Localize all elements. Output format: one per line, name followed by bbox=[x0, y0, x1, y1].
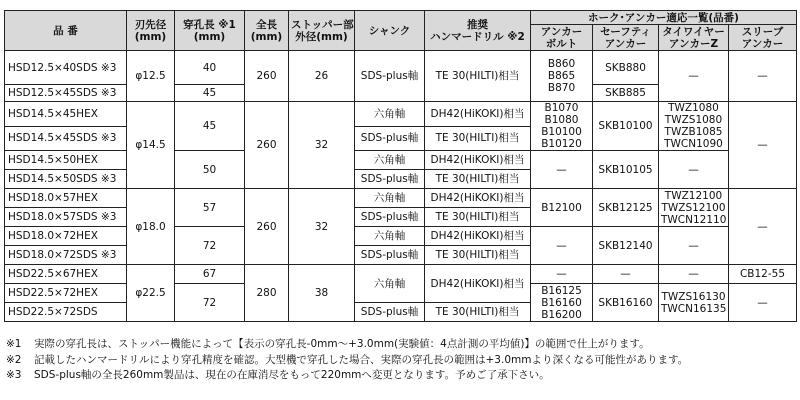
table-row-part: HSD14.5×50HEX bbox=[5, 151, 127, 170]
hole-len-cell: 45 bbox=[175, 102, 245, 151]
table-row-part: HSD12.5×45SDS ※3 bbox=[5, 85, 127, 102]
stopper-cell: 38 bbox=[289, 265, 355, 322]
hammer-cell: DH42(HiKOKI)相当 bbox=[425, 102, 531, 127]
header-shank: シャンク bbox=[355, 11, 425, 51]
table-row-part: HSD18.0×72HEX bbox=[5, 227, 127, 246]
stopper-cell: 32 bbox=[289, 102, 355, 189]
sleeve-anchor-cell: — bbox=[729, 102, 797, 189]
hammer-cell: TE 30(HILTI)相当 bbox=[425, 208, 531, 227]
shank-cell: SDS-plus軸 bbox=[355, 170, 425, 189]
shank-cell: SDS-plus軸 bbox=[355, 51, 425, 102]
table-row-part: HSD22.5×67HEX bbox=[5, 265, 127, 284]
footnotes bbox=[6, 337, 796, 384]
anchor-bolt-cell: B1070 B1080 B10100 B10120 bbox=[531, 102, 593, 151]
tiewire-anchor-cell: — bbox=[659, 227, 729, 265]
total-len-cell: 260 bbox=[245, 51, 289, 102]
footnote: ※2 記載したハンマードリルにより穿孔精度を確認。大型機で穿孔した場合、実際の穿孔長の範囲は+3.0mmより深くなる可能性があります。 bbox=[6, 353, 689, 366]
header-anchor-bolt: アンカー ボルト bbox=[531, 25, 593, 51]
tip-dia-cell: φ14.5 bbox=[127, 102, 175, 189]
anchor-bolt-cell: B860 B865 B870 bbox=[531, 51, 593, 102]
shank-cell: SDS-plus軸 bbox=[355, 126, 425, 151]
sleeve-anchor-cell: CB12-55 bbox=[729, 265, 797, 284]
shank-cell: 六角軸 bbox=[355, 102, 425, 127]
hammer-cell: TE 30(HILTI)相当 bbox=[425, 246, 531, 265]
tip-dia-cell: φ12.5 bbox=[127, 51, 175, 102]
header-sleeve-anchor: スリーブ アンカー bbox=[729, 25, 797, 51]
table-row-part: HSD18.0×57HEX bbox=[5, 189, 127, 208]
shank-cell: SDS-plus軸 bbox=[355, 246, 425, 265]
tiewire-anchor-cell: TWZS16130 TWCN16135 bbox=[659, 284, 729, 322]
safety-anchor-cell: — bbox=[593, 265, 659, 284]
anchor-bolt-cell: B12100 bbox=[531, 189, 593, 227]
safety-anchor-cell: SKB10105 bbox=[593, 151, 659, 189]
safety-anchor-cell: SKB880 bbox=[593, 51, 659, 85]
safety-anchor-cell: SKB12140 bbox=[593, 227, 659, 265]
shank-cell: 六角軸 bbox=[355, 151, 425, 170]
hole-len-cell: 72 bbox=[175, 284, 245, 322]
hammer-cell: DH42(HiKOKI)相当 bbox=[425, 189, 531, 208]
hole-len-cell: 67 bbox=[175, 265, 245, 284]
hammer-cell: TE 30(HILTI)相当 bbox=[425, 303, 531, 322]
total-len-cell: 280 bbox=[245, 265, 289, 322]
tiewire-anchor-cell: — bbox=[659, 151, 729, 189]
shank-cell: SDS-plus軸 bbox=[355, 303, 425, 322]
total-len-cell: 260 bbox=[245, 189, 289, 265]
hole-len-cell: 72 bbox=[175, 227, 245, 265]
table-row-part: HSD22.5×72HEX bbox=[5, 284, 127, 303]
header-hole-len: 穿孔長 ※1 (mm) bbox=[175, 11, 245, 51]
hole-len-cell: 57 bbox=[175, 189, 245, 227]
hammer-cell: TE 30(HILTI)相当 bbox=[425, 51, 531, 102]
header-stopper: ストッパー部 外径(mm) bbox=[289, 11, 355, 51]
table-row-part: HSD18.0×72SDS ※3 bbox=[5, 246, 127, 265]
tip-dia-cell: φ22.5 bbox=[127, 265, 175, 322]
hammer-cell: DH42(HiKOKI)相当 bbox=[425, 227, 531, 246]
safety-anchor-cell: SKB10100 bbox=[593, 102, 659, 151]
shank-cell: 六角軸 bbox=[355, 265, 425, 303]
header-part-no: 品 番 bbox=[5, 11, 127, 51]
safety-anchor-cell: SKB12125 bbox=[593, 189, 659, 227]
sleeve-anchor-cell: — bbox=[729, 189, 797, 265]
table-row-part: HSD12.5×40SDS ※3 bbox=[5, 51, 127, 85]
header-anchor-group: ホーク･アンカー適応一覧(品番) bbox=[531, 11, 797, 25]
table-row-part: HSD14.5×50SDS ※3 bbox=[5, 170, 127, 189]
shank-cell: SDS-plus軸 bbox=[355, 208, 425, 227]
table-row-part: HSD14.5×45SDS ※3 bbox=[5, 126, 127, 151]
header-hammer: 推奨 ハンマードリル ※2 bbox=[425, 11, 531, 51]
sleeve-anchor-cell: — bbox=[729, 284, 797, 322]
anchor-bolt-cell: — bbox=[531, 151, 593, 189]
tiewire-anchor-cell: TWZ12100 TWZS12100 TWCN12110 bbox=[659, 189, 729, 227]
hole-len-cell: 50 bbox=[175, 151, 245, 189]
header-safety-anchor: セーフティ アンカー bbox=[593, 25, 659, 51]
hole-len-cell: 45 bbox=[175, 85, 245, 102]
tip-dia-cell: φ18.0 bbox=[127, 189, 175, 265]
anchor-bolt-cell: — bbox=[531, 265, 593, 284]
tiewire-anchor-cell: TWZ1080 TWZS1080 TWZB1085 TWCN1090 bbox=[659, 102, 729, 151]
anchor-bolt-cell: — bbox=[531, 227, 593, 265]
footnote: ※3 SDS-plus軸の全長260mm製品は、現在の在庫消尽をもって220mmへ変更となります。予めご了承下さい。 bbox=[6, 369, 550, 381]
hole-len-cell: 40 bbox=[175, 51, 245, 85]
shank-cell: 六角軸 bbox=[355, 189, 425, 208]
tiewire-anchor-cell: — bbox=[659, 51, 729, 102]
shank-cell: 六角軸 bbox=[355, 227, 425, 246]
total-len-cell: 260 bbox=[245, 102, 289, 189]
hammer-cell: TE 30(HILTI)相当 bbox=[425, 170, 531, 189]
anchor-bolt-cell: B16125 B16160 B16200 bbox=[531, 284, 593, 322]
footnote: ※1 実際の穿孔長は、ストッパー機能によって【表示の穿孔長-0mm～+3.0mm(実験値：4点計測の平均値)】の範囲で仕上がります。 bbox=[6, 338, 650, 350]
hammer-cell: DH42(HiKOKI)相当 bbox=[425, 265, 531, 303]
table-row-part: HSD18.0×57SDS ※3 bbox=[5, 208, 127, 227]
stopper-cell: 26 bbox=[289, 51, 355, 102]
header-total-len: 全長 (mm) bbox=[245, 11, 289, 51]
tiewire-anchor-cell: — bbox=[659, 265, 729, 284]
hammer-cell: TE 30(HILTI)相当 bbox=[425, 126, 531, 151]
table-row-part: HSD22.5×72SDS bbox=[5, 303, 127, 322]
spec-table bbox=[4, 10, 797, 322]
header-tiewire-anchor: タイワイヤー アンカーZ bbox=[659, 25, 729, 51]
header-tip-dia: 刃先径 (mm) bbox=[127, 11, 175, 51]
stopper-cell: 32 bbox=[289, 189, 355, 265]
table-row-part: HSD14.5×45HEX bbox=[5, 102, 127, 127]
hammer-cell: DH42(HiKOKI)相当 bbox=[425, 151, 531, 170]
safety-anchor-cell: SKB16160 bbox=[593, 284, 659, 322]
safety-anchor-cell: SKB885 bbox=[593, 85, 659, 102]
sleeve-anchor-cell: — bbox=[729, 51, 797, 102]
